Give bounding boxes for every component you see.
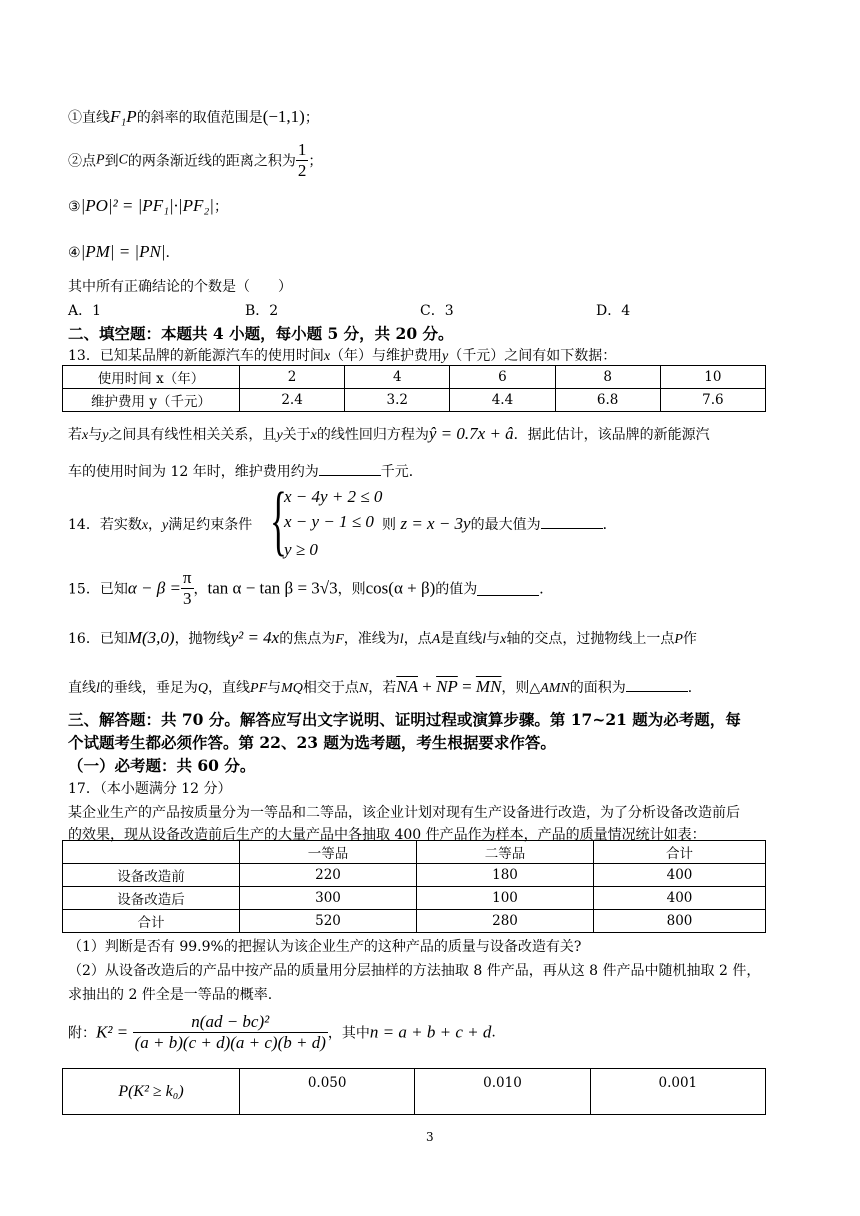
table-cell: 8: [555, 366, 660, 389]
table-row: [63, 389, 766, 412]
regression-equation: ŷ = 0.7x + â: [428, 424, 514, 443]
table-row: [63, 887, 766, 910]
q13-intro: 13．已知某品牌的新能源汽车的使用时间x（年）与维护费用y（千元）之间有如下数据：: [68, 348, 617, 364]
constraint-3: y ≥ 0: [284, 540, 318, 559]
answer-blank: [477, 581, 539, 596]
math-expr: |PO|² = |PF₁|·|PF₂|: [80, 196, 214, 215]
table-cell: 10: [660, 366, 765, 389]
fraction: $\frac{1}{2}$: [297, 140, 307, 180]
math-expr: (−1,1): [262, 107, 305, 126]
q17-part-2: （2）从设备改造后的产品中按产品的质量用分层抽样的方法抽取 8 件产品，再从这 8 件产品中随机抽取 2 件，: [68, 963, 761, 979]
table-cell: 设备改造后: [63, 887, 240, 910]
table-header-cell: [63, 841, 240, 864]
choice-a: A．1: [68, 303, 102, 319]
table-row: [63, 864, 766, 887]
table-cell: P(K² ≥ k₀): [63, 1069, 240, 1115]
choice-b: B．2: [245, 303, 279, 319]
q16-line-2: 直线l的垂线，垂足为Q，直线PF与MQ相交于点N，若$\overline{NA} + \overline{NP} = \overline{MN}$，则△AMN的面积为 ．: [68, 677, 702, 696]
table-cell: 0.050: [240, 1069, 415, 1115]
choice-d: D．4: [596, 303, 631, 319]
table-cell: 维护费用 y（千元）: [63, 389, 240, 412]
q17-paragraph-1: 某企业生产的产品按质量分为一等品和二等品，该企业计划对现有生产设备进行改造，为了分析设备改造前后: [68, 805, 740, 821]
table-header-cell: 合计: [594, 841, 766, 864]
table-cell: 2: [240, 366, 345, 389]
choice-c: C．3: [420, 303, 454, 319]
table-cell: 220: [240, 864, 417, 887]
q12-statement-2: ②点P到C的两条渐近线的距离之积为 $\frac{1}{2}$ ；: [68, 140, 323, 180]
q17-appendix-formula: 附：K² = $\frac{\text{n(ad − bc)²}}{(a + b)(c + d)(a + c)(b + d)}$ ，其中n = a + b + c + d.: [68, 1012, 496, 1052]
table-cell: 使用时间 x（年）: [63, 366, 240, 389]
table-header-cell: 二等品: [417, 841, 594, 864]
q17-contingency-table: [62, 840, 766, 933]
q17-part-2-cont: 求抽出的 2 件全是一等品的概率.: [68, 987, 273, 1003]
table-cell: 设备改造前: [63, 864, 240, 887]
q13-line-1: 若x与y之间具有线性相关关系，且y关于x的线性回归方程为ŷ = 0.7x + â．据此估计，该品牌的新能源汽: [68, 424, 710, 443]
table-cell: 4: [345, 366, 450, 389]
table-cell: 4.4: [450, 389, 555, 412]
q12-question: 其中所有正确结论的个数是（ ）: [68, 279, 292, 295]
q17-title: 17．（本小题满分 12 分）: [68, 781, 232, 797]
q17-part-1: （1）判断是否有 99.9%的把握认为该企业生产的这种产品的质量与设备改造有关?: [68, 939, 582, 955]
section-2-heading: 二、填空题：本题共 4 小题，每小题 5 分，共 20 分。: [68, 324, 454, 343]
q12-statement-1: ①直线F₁P的斜率的取值范围是(−1,1)；: [68, 107, 319, 126]
table-cell: 280: [417, 910, 594, 933]
constraint-2: x − y − 1 ≤ 0: [284, 512, 374, 531]
section-3-subheading: （一）必考题：共 60 分。: [68, 756, 256, 775]
left-brace: {: [270, 476, 287, 563]
table-cell: 6: [450, 366, 555, 389]
q17-paragraph-2: 的效果，现从设备改造前后生产的大量产品中各抽取 400 件产品作为样本，产品的质量情况统计如表：: [68, 827, 706, 843]
answer-blank: [541, 514, 603, 529]
table-cell: 300: [240, 887, 417, 910]
q14-lead: 14．若实数x，y满足约束条件: [68, 517, 253, 533]
q12-statement-3: ③|PO|² = |PF₁|·|PF₂|；: [68, 196, 228, 215]
table-cell: 3.2: [345, 389, 450, 412]
q13-line-2: 车的使用时间为 12 年时，维护费用约为 千元．: [68, 461, 423, 481]
table-row: [63, 910, 766, 933]
table-header-cell: 一等品: [240, 841, 417, 864]
table-cell: 6.8: [555, 389, 660, 412]
answer-blank: [319, 461, 381, 476]
page-number: 3: [426, 1130, 434, 1144]
answer-blank: [626, 677, 688, 692]
q14-tail: 则 z = x − 3y的最大值为 ．: [382, 514, 617, 533]
q12-statement-4: ④|PM| = |PN|.: [68, 242, 170, 261]
table-cell: 0.001: [590, 1069, 765, 1115]
section-3-heading: 三、解答题：共 70 分。解答应写出文字说明、证明过程或演算步骤。第 17~21 题为必考题，每: [68, 710, 741, 729]
table-cell: 0.010: [415, 1069, 590, 1115]
q17-critical-value-table: [62, 1068, 766, 1115]
table-row: [63, 366, 766, 389]
math-expr: |PM| = |PN|: [80, 242, 166, 261]
q13-data-table: [62, 365, 766, 412]
table-cell: 400: [594, 864, 766, 887]
table-cell: 合计: [63, 910, 240, 933]
section-3-heading-cont: 个试题考生都必须作答。第 22、23 题为选考题，考生根据要求作答。: [68, 733, 556, 752]
table-cell: 180: [417, 864, 594, 887]
table-row: [63, 1069, 766, 1115]
constraint-1: x − 4y + 2 ≤ 0: [284, 487, 383, 506]
table-cell: 800: [594, 910, 766, 933]
fraction: $\frac{\text{n(ad − bc)²}}{(a + b)(c + d)(a + c)(b + d)}$: [134, 1012, 326, 1052]
q16-line-1: 16．已知M(3,0)，抛物线y² = 4x的焦点为F，准线为l，点A是直线l与x轴的交点，过抛物线上一点P作: [68, 628, 697, 647]
table-cell: 2.4: [240, 389, 345, 412]
table-cell: 520: [240, 910, 417, 933]
q15: 15．已知α − β = $\frac{\pi}{3}$ ，tan α − tan β = 3√3，则cos(α + β)的值为 ．: [68, 568, 554, 608]
math-expr: F₁P: [110, 107, 137, 126]
table-row: [63, 841, 766, 864]
table-cell: 400: [594, 887, 766, 910]
fraction: $\frac{\pi}{3}$: [182, 568, 192, 608]
table-cell: 100: [417, 887, 594, 910]
table-cell: 7.6: [660, 389, 765, 412]
